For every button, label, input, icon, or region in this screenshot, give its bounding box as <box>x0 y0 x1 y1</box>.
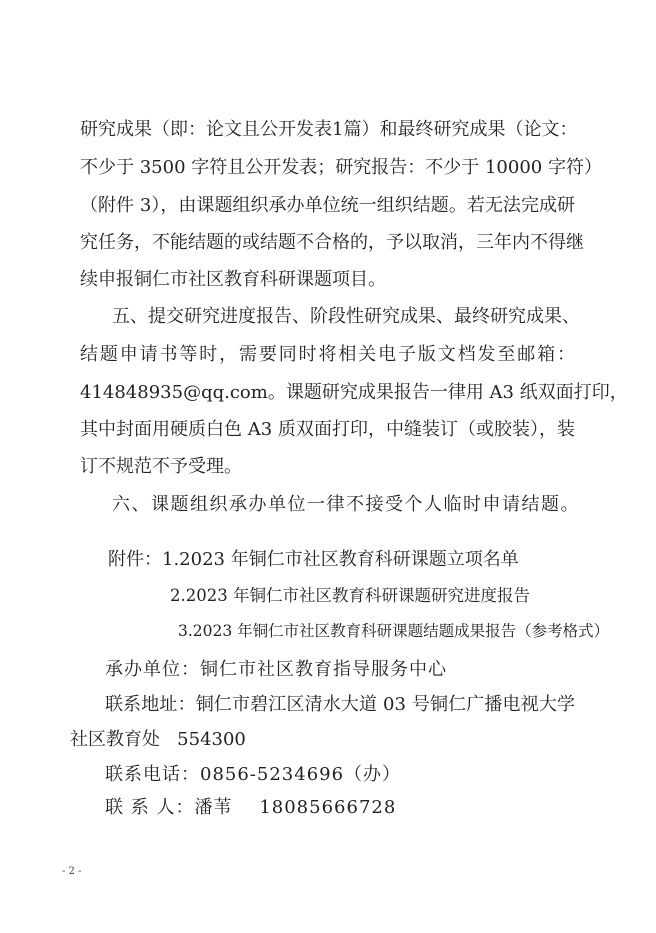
body-text-line: 研究成果（即：论文且公开发表1篇）和最终研究成果（论文： <box>80 119 578 140</box>
body-text-line: 不少于 3500 字符且公开发表；研究报告：不少于 10000 字符） <box>80 157 602 178</box>
organizer-line: 承办单位：铜仁市社区教育指导服务中心 <box>105 659 447 680</box>
phone-line: 联系电话：0856-5234696（办） <box>105 764 402 785</box>
attachment-item: 1.2023 年铜仁市社区教育科研课题立项名单 <box>162 549 519 570</box>
body-text-line: 五、提交研究进度报告、阶段性研究成果、最终研究成果、 <box>112 306 580 327</box>
body-text-line: 订不规范不予受理。 <box>80 456 242 477</box>
attachment-item: 3.2023 年铜仁市社区教育科研课题结题成果报告（参考格式） <box>178 622 610 640</box>
address-line: 联系地址：铜仁市碧江区清水大道 03 号铜仁广播电视大学 <box>105 694 575 715</box>
page-number: - 2 - <box>62 866 82 877</box>
body-text-line: 其中封面用硬质白色 A3 质双面打印，中缝装订（或胶装），装 <box>80 419 575 440</box>
attachment-item: 2.2023 年铜仁市社区教育科研课题研究进度报告 <box>170 586 530 605</box>
body-text-line: 414848935@qq.com。课题研究成果报告一律用 A3 纸双面打印， <box>80 382 628 403</box>
address-line: 社区教育处 554300 <box>70 729 246 750</box>
body-text-line: 续申报铜仁市社区教育科研课题项目。 <box>80 269 386 290</box>
body-text-line: 结题申请书等时，需要同时将相关电子版文档发至邮箱： <box>80 344 575 365</box>
body-text-line: （附件 3），由课题组织承办单位统一组织结题。若无法完成研 <box>80 195 575 216</box>
attachments-label: 附件： <box>108 549 162 570</box>
body-text-line: 究任务，不能结题的或结题不合格的，予以取消，三年内不得继 <box>80 232 584 253</box>
body-text-line: 六、课题组织承办单位一律不接受个人临时申请结题。 <box>112 494 580 515</box>
contact-person-line: 联 系 人：潘苇 18085666728 <box>105 797 397 818</box>
